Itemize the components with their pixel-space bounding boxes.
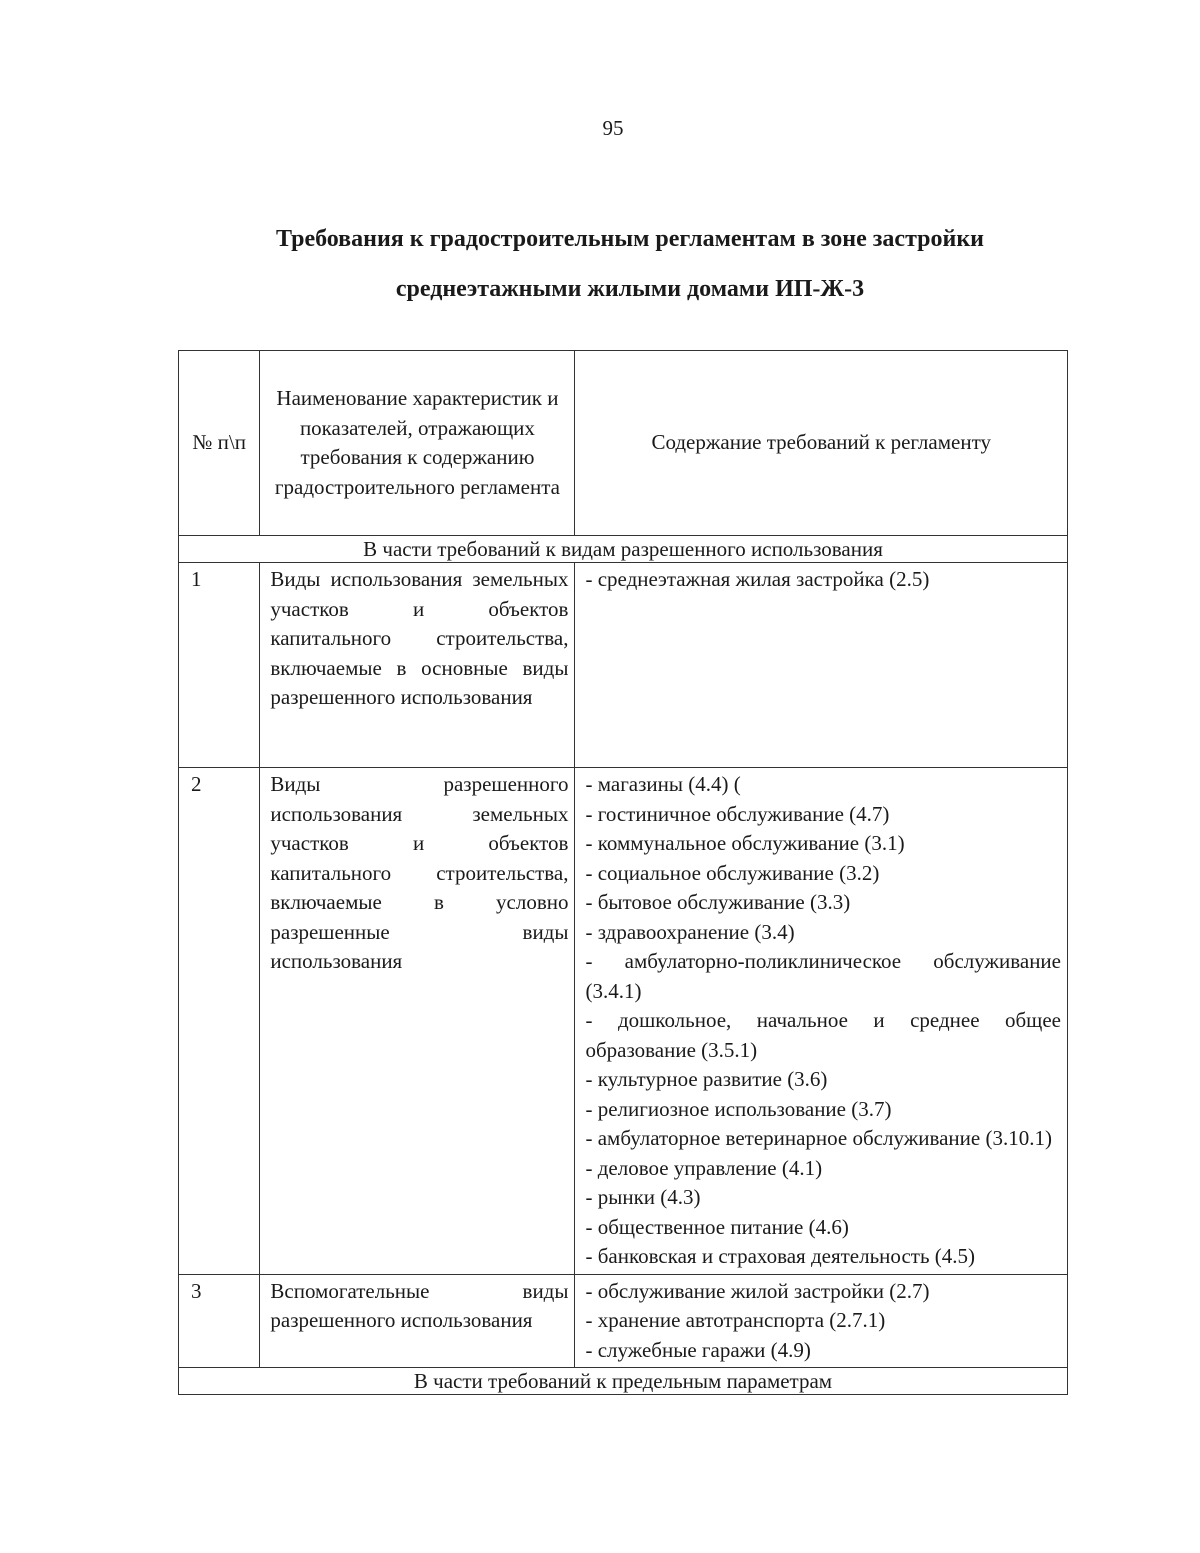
title-line-2: среднеэтажными жилыми домами ИП-Ж-3 [395, 276, 865, 302]
list-item: - амбулаторное ветеринарное обслуживание (3.10.1) [585, 1126, 1052, 1150]
page-number: 95 [602, 116, 624, 140]
list-item: - религиозное использование (3.7) [585, 1096, 892, 1121]
list-item: - деловое управление (4.1) [585, 1155, 823, 1180]
regulation-table [178, 350, 1068, 1395]
list-item: - магазины (4.4) ( [585, 772, 741, 796]
row-content [575, 563, 1068, 768]
row-name: Виды разрешенного использования земельных участков и объектов капитального строительства, включаемые в условно разрешенные виды использования [260, 768, 575, 1275]
header-num: № п\п [179, 351, 260, 536]
row-number: 2 [179, 768, 260, 1275]
list-item: - бытовое обслуживание (3.3) [585, 890, 851, 914]
title-line-1: Требования к градостроительным регламентам в зоне застройки [276, 226, 984, 252]
table-row [179, 563, 1068, 768]
table-row [179, 1274, 1068, 1368]
document-title [180, 214, 1080, 314]
row-name: Виды использования земельных участков и объектов капитального строительства, включаемые в основные виды разрешенного использования [260, 563, 575, 768]
list-item: - коммунальное обслуживание (3.1) [585, 831, 905, 855]
list-item: - обслуживание жилой застройки (2.7) [585, 1278, 930, 1303]
section-heading: В части требований к видам разрешенного использования [179, 536, 1068, 563]
row-name: Вспомогательные виды разрешенного использования [260, 1274, 575, 1368]
section-heading: В части требований к предельным параметрам [179, 1368, 1068, 1395]
section-row-limit-parameters [179, 1368, 1068, 1395]
list-item: - хранение автотранспорта (2.7.1) [585, 1308, 886, 1332]
row-number: 3 [179, 1274, 260, 1368]
row-number: 1 [179, 563, 260, 768]
list-item: - амбулаторно-поликлиническое обслуживание (3.4.1) [585, 949, 1061, 1003]
list-item: - здравоохранение (3.4) [585, 919, 795, 944]
list-item: - служебные гаражи (4.9) [585, 1337, 811, 1362]
list-item: - социальное обслуживание (3.2) [585, 860, 880, 885]
list-item: - среднеэтажная жилая застройка (2.5) [585, 567, 930, 591]
section-row-permitted-use [179, 536, 1068, 563]
list-item: - гостиничное обслуживание (4.7) [585, 801, 890, 826]
list-item: - общественное питание (4.6) [585, 1214, 849, 1239]
table-header-row [179, 351, 1068, 536]
list-item: - банковская и страховая деятельность (4.5) [585, 1244, 976, 1268]
list-item: - дошкольное, начальное и среднее общее образование (3.5.1) [585, 1008, 1061, 1062]
table-row [179, 768, 1068, 1275]
row-content [575, 1274, 1068, 1368]
header-content: Содержание требований к регламенту [575, 351, 1068, 536]
header-name: Наименование характеристик и показателей, отражающих требования к содержанию градостроительного регламента [260, 351, 575, 536]
row-content [575, 768, 1068, 1275]
list-item: - культурное развитие (3.6) [585, 1067, 828, 1091]
list-item: - рынки (4.3) [585, 1185, 701, 1209]
